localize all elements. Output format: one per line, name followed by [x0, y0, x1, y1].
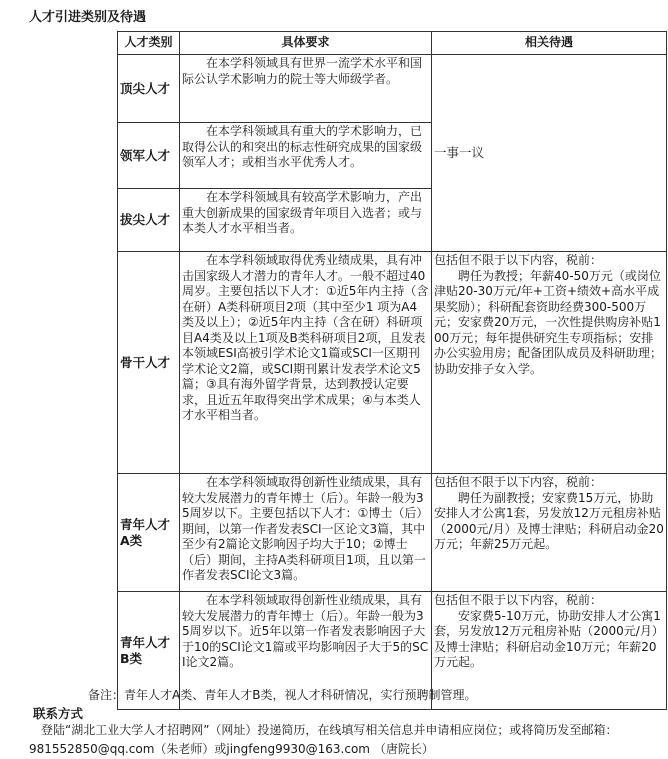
benefit-cell — [432, 252, 667, 474]
requirement-cell: 在本学科领域取得优秀业绩成果，具有冲击国家级人才潜力的青年人才。一般不超过40周岁。主要包括以下人才：①近5年内主持（含在研）A类科研项目2项（其中至少1 项为A4类及以上）；②近5年内主持（含在研）科研项目A4类及以上1项及B类科研项目2项，且发表本领域ESI高被引学术论文1篇或SCI一区期刊学术论文2篇，或SCI期刊累计发表学术论文5篇；③具有海外留学背景，达到教授认定要求，且近五年取得突出学术成果；④与本类人才水平相当者。 — [180, 252, 432, 474]
table-row — [118, 55, 667, 123]
benefit-body: 安家费5-10万元，协助安排人才公寓1套，另发放12万元租房补贴（2000元/月）及博士津贴；科研启动金10万元；年薪20万元起。 — [434, 608, 664, 669]
category-cell: 领军人才 — [118, 123, 180, 189]
header-benefit: 相关待遇 — [432, 32, 667, 55]
requirement-cell: 在本学科领域具有较高学术影响力，产出重大创新成果的国家级青年项目入选者；或与本类人才水平相当者。 — [180, 189, 432, 252]
benefit-cell — [432, 474, 667, 592]
merged-benefit-cell: 一事一议 — [432, 55, 667, 252]
category-cell: 青年人才B类 — [118, 592, 180, 710]
benefit-intro: 包括但不限于以下内容，税前： — [434, 475, 603, 489]
category-cell: 骨干人才 — [118, 252, 180, 474]
benefit-body: 聘任为副教授；安家费15万元，协助安排人才公寓1套，另发放12万元租房补贴（2000元/月）及博士津贴；科研启动金20万元；年薪25万元起。 — [434, 490, 664, 551]
table-note: 备注：青年人才A类、青年人才B类，视人才科研情况，实行预聘制管理。 — [88, 688, 477, 702]
contact-title: 联系方式 — [33, 706, 84, 721]
requirement-cell: 在本学科领域取得创新性业绩成果，具有较大发展潜力的青年博士（后）。年龄一般为35周岁以下。主要包括以下人才：①博士（后）期间，以第一作者发表SCI一区论文3篇，其中至少有2篇论文影响因子均大于10；②博士（后）期间，主持A类科研项目1项，且以第一作者发表SCI论文3篇。 — [180, 474, 432, 592]
section-title: 人才引进类别及待遇 — [29, 10, 147, 25]
requirement-cell: 在本学科领域具有世界一流学术水平和国际公认学术影响力的院士等大师级学者。 — [180, 55, 432, 123]
talent-table — [117, 31, 667, 710]
header-requirement: 具体要求 — [180, 32, 432, 55]
table-header-row — [118, 32, 667, 55]
category-cell: 顶尖人才 — [118, 55, 180, 123]
table-row — [118, 252, 667, 474]
contact-body: 登陆“湖北工业大学人才招聘网”（网址）投递简历，在线填写相关信息并申请相应岗位；或将简历发至邮箱：981552850@qq.com（朱老师）或jingfeng9930@163.com （唐院长） — [29, 723, 618, 756]
requirement-cell: 在本学科领域取得创新性业绩成果，具有较大发展潜力的青年博士（后）。年龄一般为35周岁以下。近5年以第一作者发表影响因子大于10的SCI论文1篇或平均影响因子大于5的SCI论文2篇。 — [180, 592, 432, 710]
category-cell: 拔尖人才 — [118, 189, 180, 252]
requirement-cell: 在本学科领域具有重大的学术影响力，已取得公认的和突出的标志性研究成果的国家级领军人才；或相当水平优秀人才。 — [180, 123, 432, 189]
benefit-body: 聘任为教授；年薪40-50万元（或岗位津贴20-30万元/年+工资+绩效+高水平成果奖励）；科研配套资助经费300-500万元；安家费20万元，一次性提供购房补贴100万元；每年提供研究生专项指标；安排办公实验用房；配备团队成员及科研助理；协助安排子女入学。 — [434, 268, 663, 376]
header-category: 人才类别 — [118, 32, 180, 55]
benefit-intro: 包括但不限于以下内容，税前： — [434, 593, 603, 607]
category-cell: 青年人才A类 — [118, 474, 180, 592]
benefit-intro: 包括但不限于以下内容，税前： — [434, 253, 603, 267]
table-row — [118, 474, 667, 592]
